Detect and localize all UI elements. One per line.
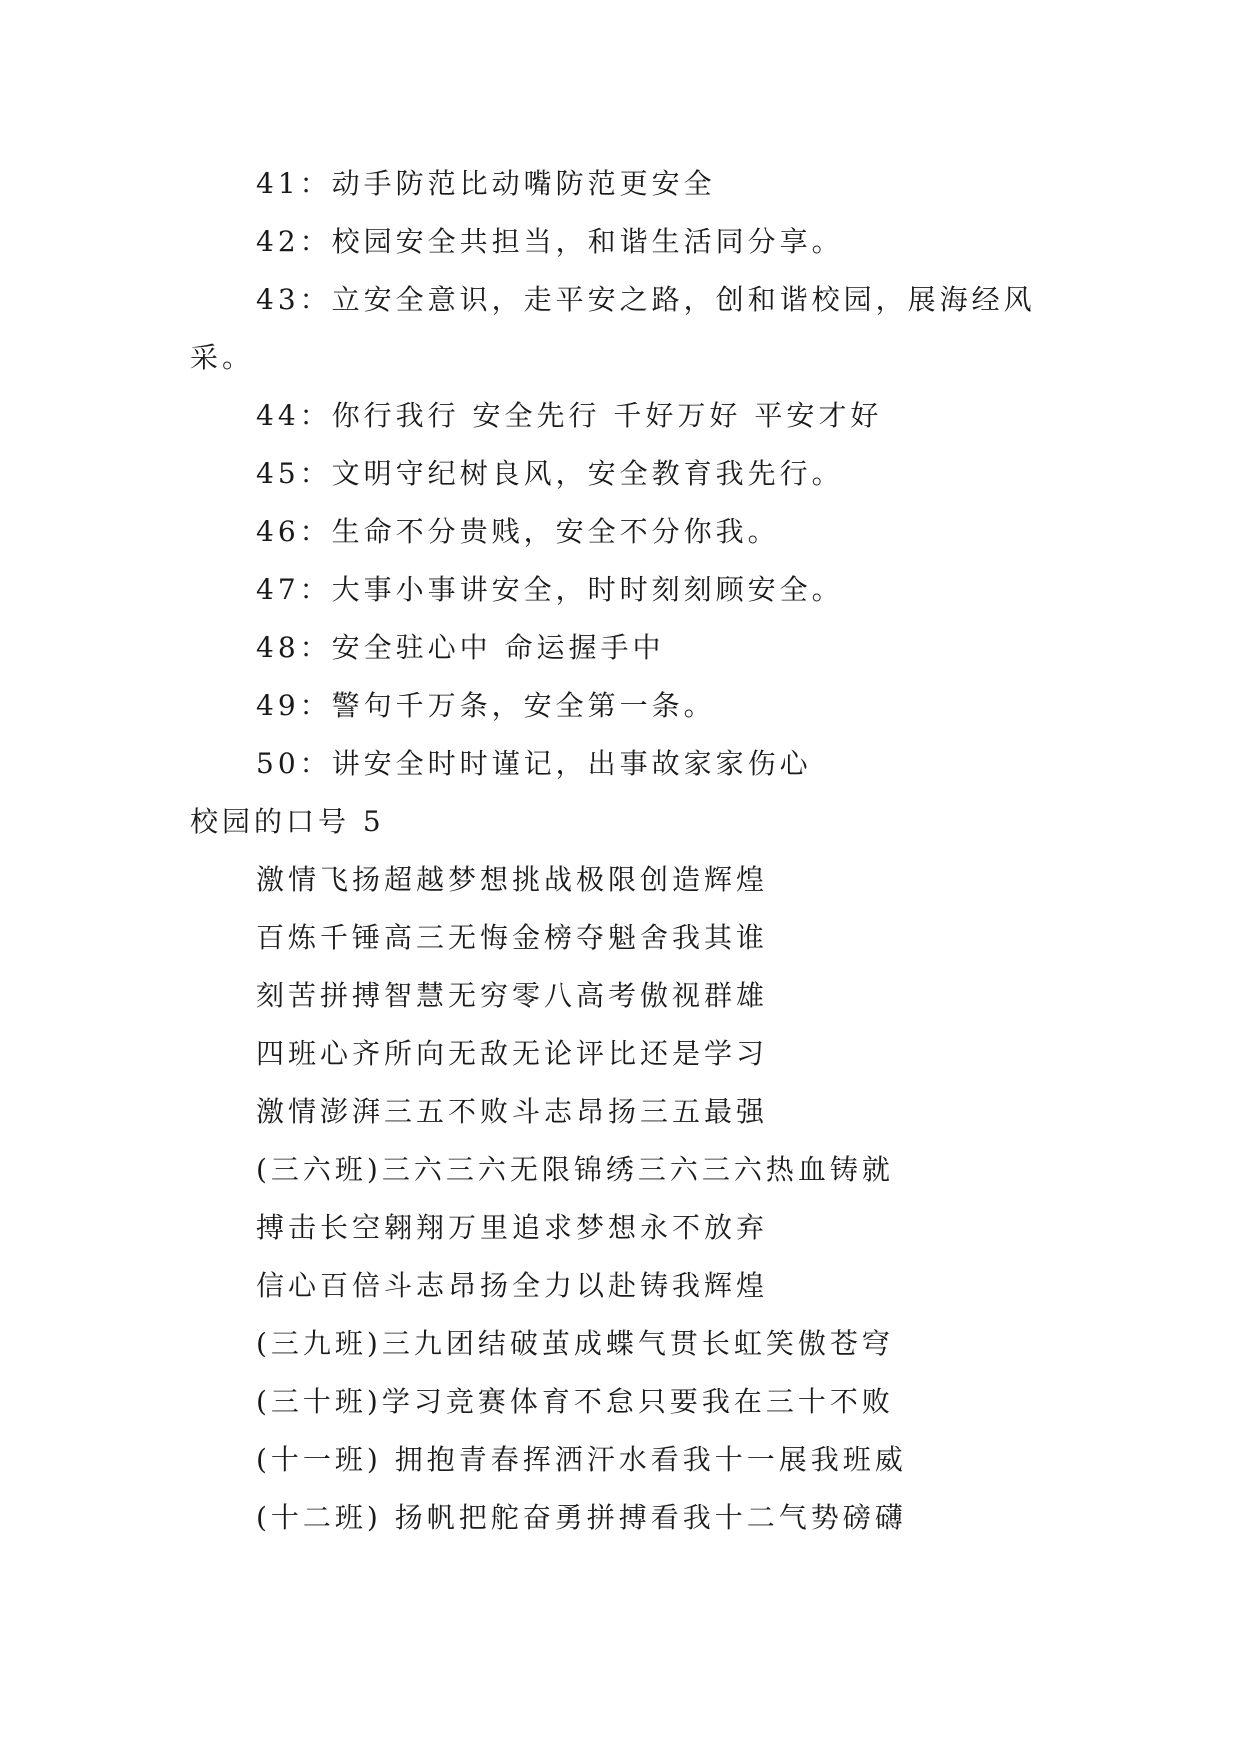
slogan-42: 42：校园安全共担当，和谐生活同分享。: [256, 225, 844, 258]
class-slogan: (三六班)三六三六无限锦绣三六三六热血铸就: [256, 1153, 894, 1186]
slogan-49: 49：警句千万条，安全第一条。: [256, 689, 716, 722]
class-slogan: 信心百倍斗志昂扬全力以赴铸我辉煌: [256, 1269, 769, 1302]
section-heading: 校园的口号 5: [190, 805, 385, 838]
class-slogan: 激情飞扬超越梦想挑战极限创造辉煌: [256, 863, 769, 896]
class-slogan: (十一班) 拥抱青春挥洒汗水看我十一展我班威: [256, 1443, 907, 1476]
class-slogan: (三九班)三九团结破茧成蝶气贯长虹笑傲苍穹: [256, 1327, 894, 1360]
slogan-43: 43：立安全意识，走平安之路，创和谐校园，展海经风: [256, 283, 1036, 316]
class-slogan: (三十班)学习竞赛体育不怠只要我在三十不败: [256, 1385, 894, 1418]
slogan-46: 46：生命不分贵贱，安全不分你我。: [256, 515, 780, 548]
class-slogan: 四班心齐所向无敌无论评比还是学习: [256, 1037, 769, 1070]
slogan-44: 44：你行我行 安全先行 千好万好 平安才好: [256, 399, 883, 432]
slogan-47: 47：大事小事讲安全，时时刻刻顾安全。: [256, 573, 844, 606]
class-slogan: 刻苦拼搏智慧无穷零八高考傲视群雄: [256, 979, 769, 1012]
slogan-41: 41：动手防范比动嘴防范更安全: [256, 167, 716, 200]
slogan-50: 50：讲安全时时谨记，出事故家家伤心: [256, 747, 812, 780]
class-slogan: 搏击长空翱翔万里追求梦想永不放弃: [256, 1211, 769, 1244]
slogan-48: 48：安全驻心中 命运握手中: [256, 631, 665, 664]
slogan-45: 45：文明守纪树良风，安全教育我先行。: [256, 457, 844, 490]
class-slogan: (十二班) 扬帆把舵奋勇拼搏看我十二气势磅礴: [256, 1501, 907, 1534]
class-slogan: 百炼千锤高三无悔金榜夺魁舍我其谁: [256, 921, 769, 954]
slogan-43-continuation: 采。: [190, 341, 255, 374]
class-slogan: 激情澎湃三五不败斗志昂扬三五最强: [256, 1095, 769, 1128]
